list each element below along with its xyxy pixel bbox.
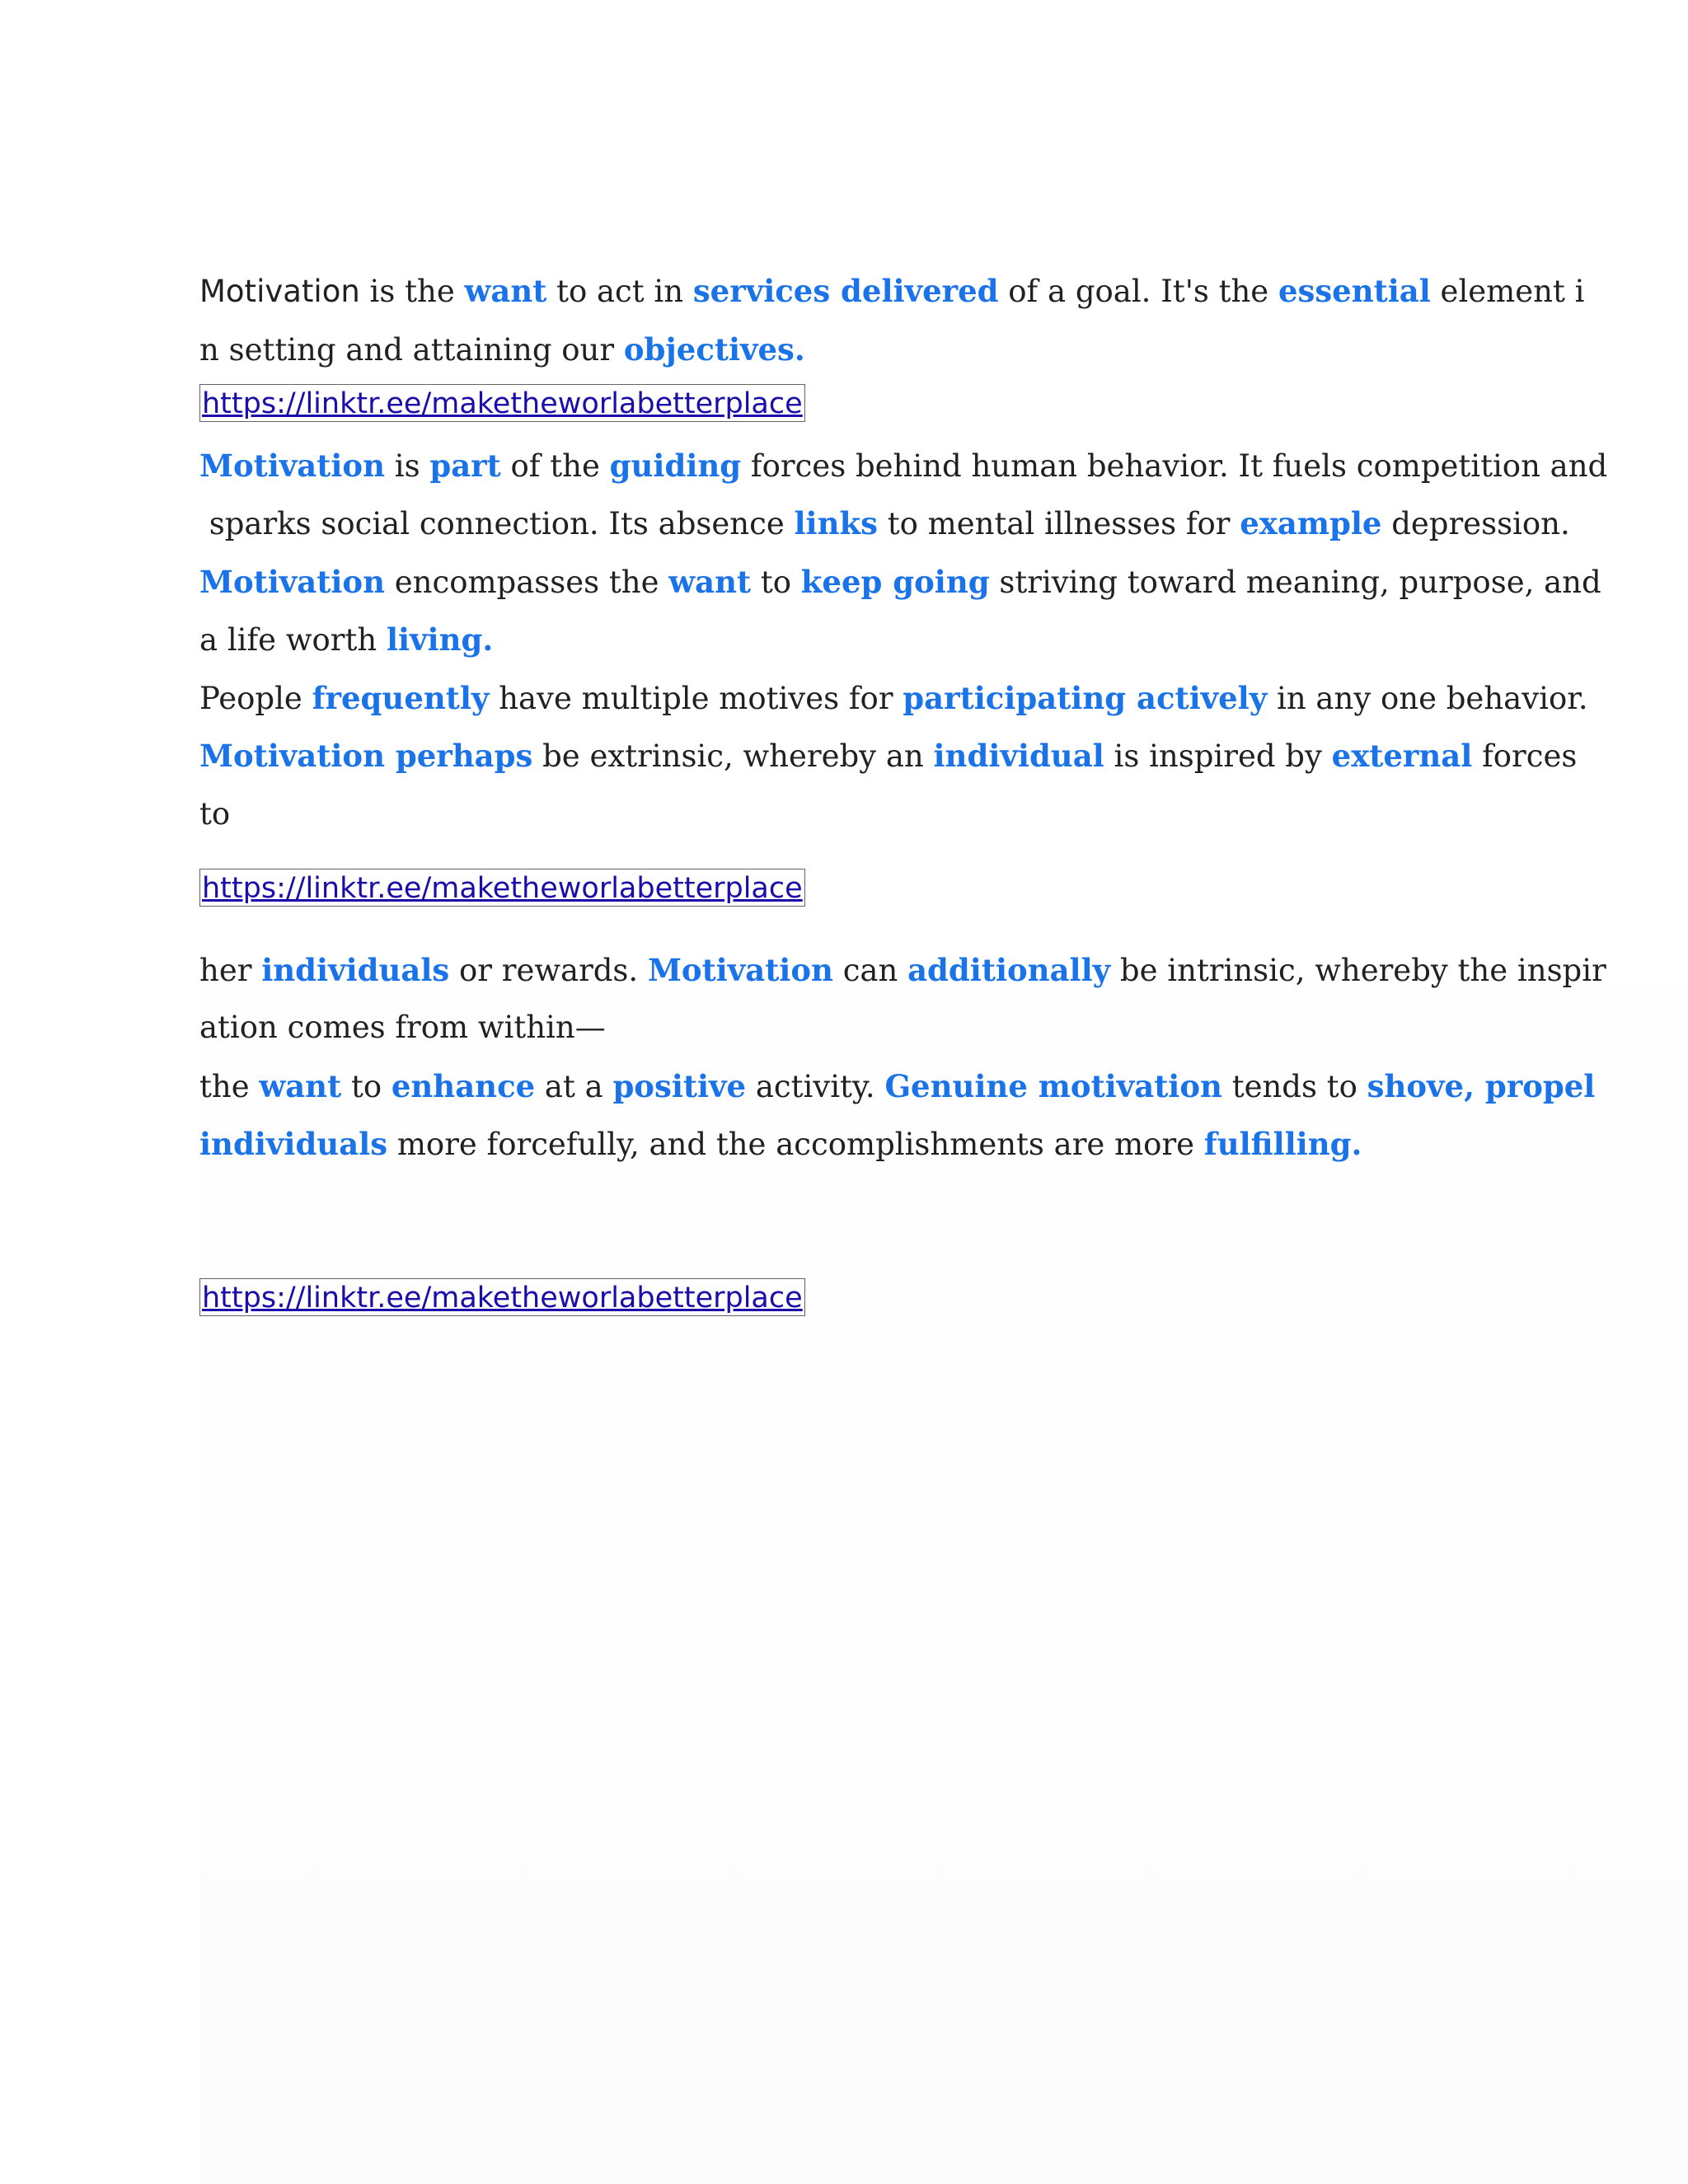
highlighted-word: individuals xyxy=(261,951,450,988)
text-line xyxy=(199,727,1578,785)
text-segment: forces behind human behavior. It fuels competition and xyxy=(741,448,1608,484)
highlighted-word: additionally xyxy=(907,951,1111,988)
text-line xyxy=(199,999,1518,1057)
text-segment: n setting and attaining our xyxy=(199,331,624,368)
link-row xyxy=(199,378,1518,437)
text-segment: at a xyxy=(535,1068,613,1104)
highlighted-word: want xyxy=(259,1067,342,1104)
highlighted-word: keep going xyxy=(800,563,990,600)
text-segment: of a goal. It's the xyxy=(998,274,1278,309)
highlighted-word: essential xyxy=(1278,273,1431,309)
highlighted-word: part xyxy=(429,447,501,484)
text-segment: tends to xyxy=(1221,1068,1367,1104)
highlighted-word: guiding xyxy=(609,447,742,484)
text-segment: can xyxy=(832,952,908,988)
spacer xyxy=(199,921,1518,941)
linktree-link[interactable]: https://linktr.ee/maketheworlabetterplace xyxy=(199,1278,805,1316)
highlighted-word: links xyxy=(794,505,878,541)
highlighted-word: living. xyxy=(386,621,494,658)
highlighted-word: Motivation xyxy=(647,951,833,988)
text-line xyxy=(199,785,1518,844)
link-row xyxy=(199,863,1518,921)
text-line xyxy=(199,611,1518,669)
highlighted-word: fulfilling. xyxy=(1203,1126,1362,1162)
text-line xyxy=(199,262,1585,321)
text-segment: striving toward meaning, purpose, and xyxy=(989,564,1601,600)
highlighted-word: individuals xyxy=(199,1126,388,1162)
text-line xyxy=(199,941,1606,1000)
text-segment: is the xyxy=(359,274,465,309)
text-segment: to xyxy=(199,795,231,832)
document-body xyxy=(199,262,1608,1330)
highlighted-word: Motivation xyxy=(199,447,385,484)
highlighted-word: Genuine motivation xyxy=(884,1067,1222,1104)
text-segment: to xyxy=(341,1068,392,1104)
text-line xyxy=(199,437,1608,495)
highlighted-word: participating actively xyxy=(903,679,1268,716)
text-line xyxy=(199,669,1588,728)
highlighted-word: individual xyxy=(933,738,1104,774)
text-segment: Motivation xyxy=(199,274,360,309)
text-segment: is xyxy=(384,448,430,484)
highlighted-word: want xyxy=(464,273,547,309)
spacer xyxy=(199,843,1518,863)
text-segment: the xyxy=(199,1068,260,1104)
highlighted-word: want xyxy=(668,563,752,600)
text-line xyxy=(199,1115,1518,1174)
text-segment: sparks social connection. Its absence xyxy=(199,506,795,541)
text-segment: forces xyxy=(1472,738,1578,774)
text-line xyxy=(199,321,1518,379)
highlighted-word: Motivation perhaps xyxy=(199,738,533,774)
highlighted-word: services delivered xyxy=(692,273,999,309)
highlighted-word: example xyxy=(1240,505,1382,541)
text-segment: in any one behavior. xyxy=(1267,680,1588,716)
text-segment: element i xyxy=(1430,274,1585,309)
highlighted-word: objectives. xyxy=(623,330,805,368)
text-segment: is inspired by xyxy=(1104,738,1332,774)
highlighted-word: Motivation xyxy=(199,563,385,600)
text-segment: have multiple motives for xyxy=(489,680,903,716)
text-segment: be extrinsic, whereby an xyxy=(532,738,934,774)
text-segment: to mental illnesses for xyxy=(877,506,1240,541)
linktree-link[interactable]: https://linktr.ee/maketheworlabetterplace xyxy=(199,384,805,422)
text-line xyxy=(199,494,1570,553)
text-segment: depression. xyxy=(1381,506,1570,541)
text-segment: to xyxy=(751,564,801,600)
text-segment: of the xyxy=(500,448,610,484)
highlighted-word: enhance xyxy=(391,1067,536,1104)
text-segment: People xyxy=(199,680,312,716)
highlighted-word: external xyxy=(1331,738,1473,774)
linktree-link[interactable]: https://linktr.ee/maketheworlabetterplace xyxy=(199,869,805,907)
text-segment: more forcefully, and the accomplishments are more xyxy=(387,1127,1204,1162)
highlighted-word: positive xyxy=(612,1067,747,1104)
link-row xyxy=(199,1272,1518,1331)
text-segment: activity. xyxy=(746,1068,885,1104)
text-segment: encompasses the xyxy=(384,564,669,600)
text-segment: ation comes from within— xyxy=(199,1010,606,1045)
text-line xyxy=(199,1057,1596,1116)
highlighted-word: shove, propel xyxy=(1367,1067,1596,1104)
text-segment: a life worth xyxy=(199,622,387,658)
text-segment: her xyxy=(199,952,262,988)
spacer xyxy=(199,1174,1518,1272)
highlighted-word: frequently xyxy=(312,679,490,716)
text-line xyxy=(199,553,1601,612)
text-segment: be intrinsic, whereby the inspir xyxy=(1110,952,1606,988)
text-segment: or rewards. xyxy=(449,952,648,988)
text-segment: to act in xyxy=(546,274,693,309)
